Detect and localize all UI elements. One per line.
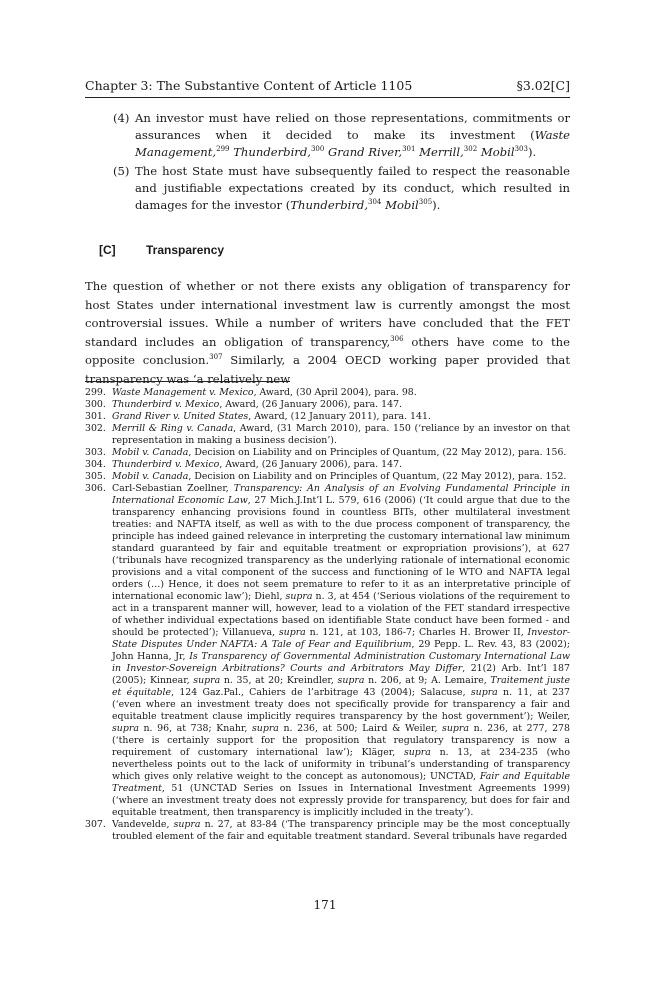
footnote-text: Mobil v. Canada, Decision on Liability and on Principles of Quantum, (22 May 2012), para. 156. (112, 447, 567, 458)
footnote-number: 300. (85, 399, 106, 410)
footnote (85, 459, 570, 471)
section-label: [C] (99, 243, 116, 257)
section-heading (99, 243, 224, 257)
footnote (85, 423, 570, 447)
footnote-text: Carl-Sebastian Zoellner, Transparency: An Analysis of an Evolving Fundamental Principle in International Economic Law, 27 Mich.J.Int’l L. 579, 616 (2006) (‘It could argue that due to the transparency enhancing provisions found in countless BITs, other multilateral investment treaties: and NAFTA itself, as well as with to the due process component of transparency, the principle has indeed gained relevance in interpreting the customary international law minimum standard guaranteed by fair and equitable treatment or expropriation provisions’), at 627 (‘tribunals have recognized transparency as the underlying rationale of international economic provisions and a vital component of the success and functioning of le WTO and NAFTA legal orders (…) Hence, it does not seem premature to refer to it as an interpretative principle of international economic law’); Diehl, supra n. 3, at 454 (‘Serious violations of the requirement to act in a transparent manner will, however, lead to a violation of the FET standard irrespective of whether individual expectations based on identifiable State conduct have been formed - and should be protected’); Villanueva, supra n. 121, at 103, 186-7; Charles H. Brower II, Investor-State Disputes Under NAFTA: A Tale of Fear and Equilibrium, 29 Pepp. L. Rev. 43, 83 (2002); John Hanna, Jr, Is Transparency of Governmental Administration Customary International Law in Investor-Sovereign Arbitrations? Courts and Arbitrators May Differ, 21(2) Arb. Int’l 187 (2005); Kinnear, supra n. 35, at 20; Kreindler, supra n. 206, at 9; A. Lemaire, Traitement juste et équitable, 124 Gaz.Pal., Cahiers de l’arbitrage 43 (2004); Salacuse, supra n. 11, at 237 (‘even where an investment treaty does not specifically provide for transparency a fair and equitable treatment clause implicitly requires transparency by the host government’); Weiler, supra n. 96, at 738; Knahr, supra n. 236, at 500; Laird & Weiler, supra n. 236, at 277, 278 (‘there is certainly support for the proposition that regulatory transparency is now a requirement of customary international law’); Kläger, supra n. 13, at 234-235 (who nevertheless points out to the lack of uniformity in tribunal’s understanding of transparency which gives only relative weight to the concept as autonomous); UNCTAD, Fair and Equitable Treatment, 51 (UNCTAD Series on Issues in International Investment Agreements 1999) (‘where an investment treaty does not expressly provide for transparency, but does for fair and equitable treatment, then transparency is implicitly included in the treaty’). (112, 483, 571, 818)
footnote (85, 387, 570, 399)
footnote-separator (85, 381, 290, 382)
numbered-list (113, 110, 570, 216)
footnote (85, 399, 570, 411)
body-paragraph: The question of whether or not there exists any obligation of transparency for host States under international investment law is currently amongst the most controversial issues. While a number of writers have concluded that the FET standard includes an obligation of transparency,$^{306}$ others have come to the opposite conclusion.$^{307}$ Similarly, a 2004 OECD working paper provided that transparency was ‘a relatively new (85, 279, 570, 386)
footnote (85, 819, 570, 843)
footnote (85, 483, 570, 819)
footnote (85, 411, 570, 423)
header-chapter-title: Chapter 3: The Substantive Content of Article 1105 (85, 78, 413, 93)
list-item-number: (4) (113, 111, 130, 125)
page-number: 171 (313, 898, 337, 912)
footnote-text: Thunderbird v. Mexico, Award, (26 January 2006), para. 147. (112, 399, 403, 410)
footnote-number: 305. (85, 471, 106, 482)
list-item (113, 163, 570, 214)
footnote-text: Mobil v. Canada, Decision on Liability and on Principles of Quantum, (22 May 2012), para. 152. (112, 471, 567, 482)
footnotes (85, 387, 570, 843)
footnote (85, 471, 570, 483)
footnote-text: Merrill & Ring v. Canada, Award, (31 March 2010), para. 150 (‘reliance by an investor on that representation in making a business decision’). (112, 423, 571, 446)
footnote-number: 301. (85, 411, 106, 422)
list-item (113, 110, 570, 161)
footnote-number: 303. (85, 447, 106, 458)
list-item-text: An investor must have relied on those representations, commitments or assurances when it decided to make its investment (Waste Management,$^{299}$ Thunderbird,$^{300}$ Grand River,$^{301}$ Merrill,$^{302}$ Mobil$^{303}$). (135, 111, 570, 159)
footnote-number: 306. (85, 483, 106, 494)
running-header (85, 78, 570, 98)
footnote-number: 304. (85, 459, 106, 470)
list-item-number: (5) (113, 164, 130, 178)
footnote-number: 302. (85, 423, 106, 434)
header-section-ref: §3.02[C] (516, 78, 570, 93)
section-title: Transparency (146, 243, 225, 257)
footnote-text: Grand River v. United States, Award, (12 January 2011), para. 141. (112, 411, 431, 422)
list-item-text: The host State must have subsequently failed to respect the reasonable and justifiable expectations created by its conduct, which resulted in damages for the investor (Thunderbird,$^{304}$ Mobil$^{305}$). (135, 164, 570, 212)
footnote (85, 447, 570, 459)
footnote-text: Vandevelde, supra n. 27, at 83-84 (‘The transparency principle may be the most conceptually troubled element of the fair and equitable treatment standard. Several tribunals have regarded (112, 819, 571, 842)
footnote-text: Thunderbird v. Mexico, Award, (26 January 2006), para. 147. (112, 459, 403, 470)
footnote-number: 299. (85, 387, 106, 398)
footnote-number: 307. (85, 819, 106, 830)
footnote-text: Waste Management v. Mexico, Award, (30 April 2004), para. 98. (112, 387, 417, 398)
